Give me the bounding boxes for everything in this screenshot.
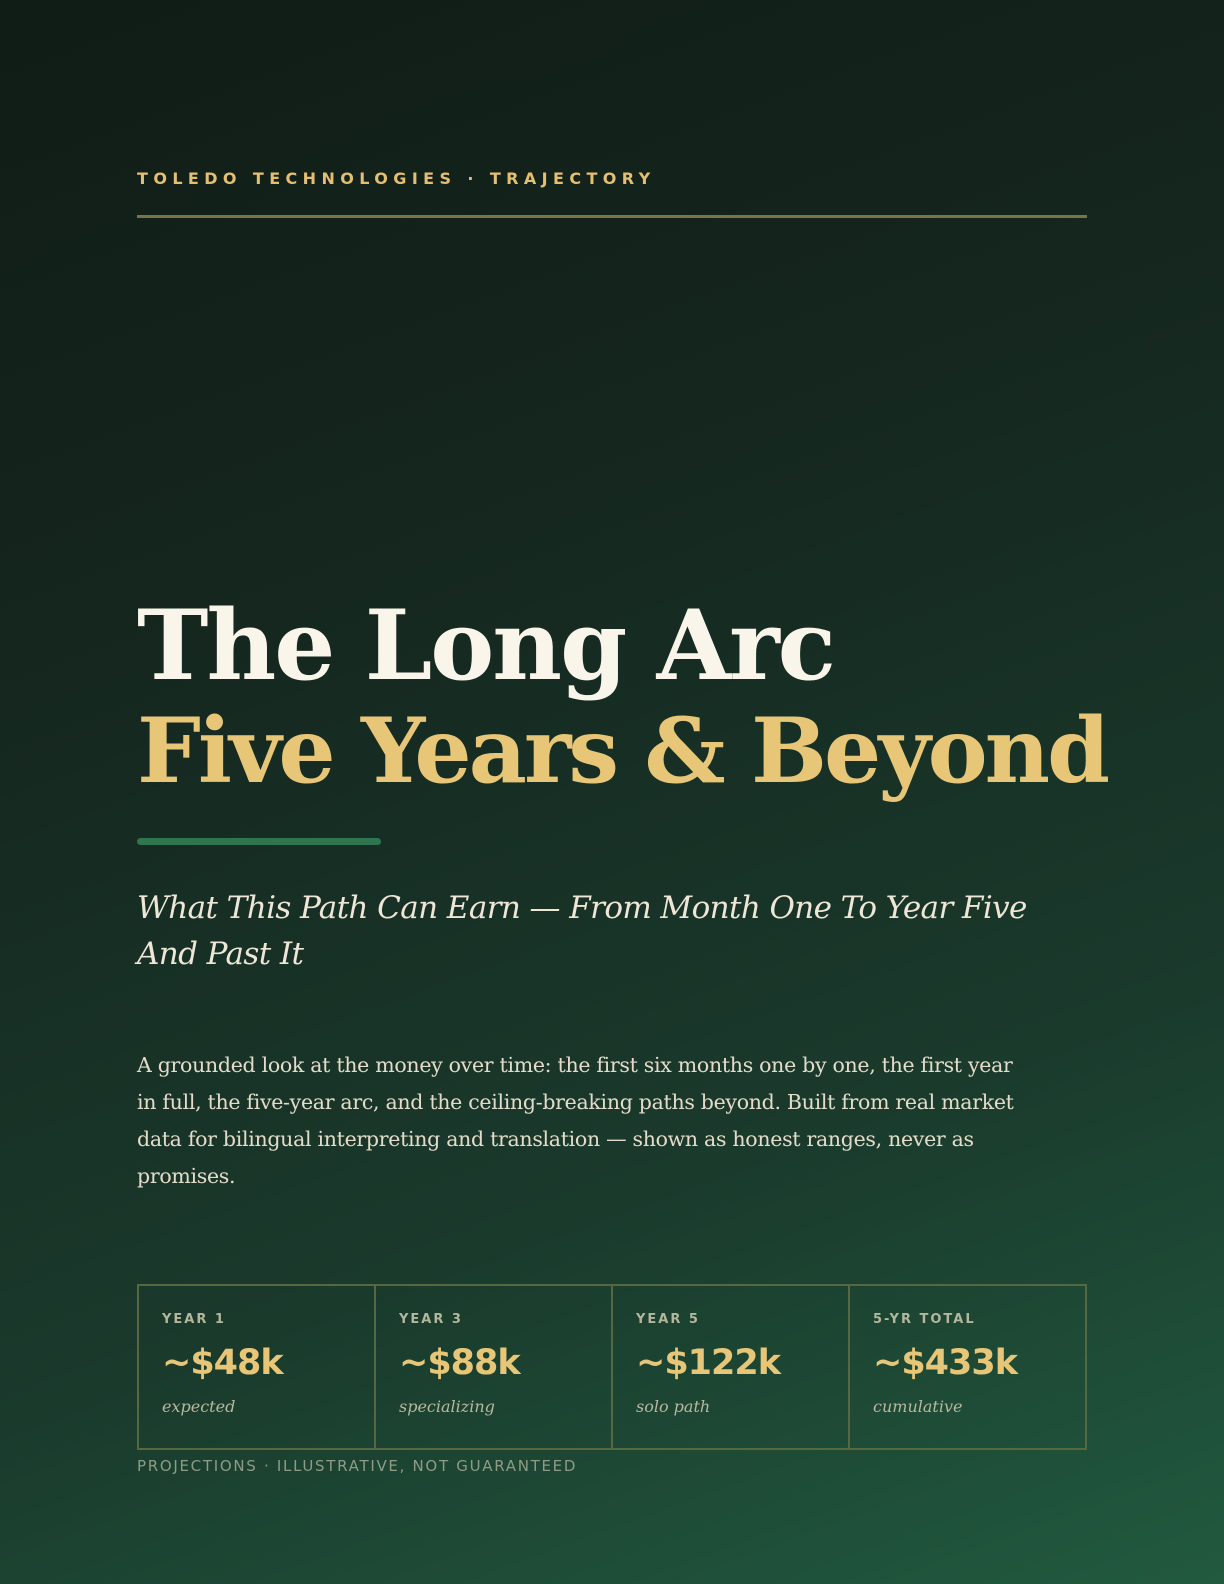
stat-label: 5-YR TOTAL [873,1312,976,1327]
stat-label: YEAR 3 [399,1312,463,1327]
stat-value: ~$48k [162,1343,283,1383]
stats-strip [137,1284,1087,1450]
eyebrow-label: TOLEDO TECHNOLOGIES · TRAJECTORY [137,169,656,188]
page-title: The Long Arc [137,589,835,702]
stat-card-5yr-total [850,1286,1085,1448]
stat-value: ~$122k [636,1343,781,1383]
cover-page [137,0,1108,1584]
page-title-accent: Five Years & Beyond [137,698,1108,804]
header-divider [137,215,1087,218]
stat-value: ~$433k [873,1343,1018,1383]
page-subtitle: What This Path Can Earn — From Month One To Year Five And Past It [137,890,1027,972]
stat-note: expected [162,1397,236,1416]
stat-label: YEAR 1 [162,1312,226,1327]
stat-note: specializing [399,1397,495,1416]
intro-paragraph: A grounded look at the money over time: the first six months one by one, the first year in full, the five-year arc, and the ceiling-breaking paths beyond. Built from real market data for bilingual interpreting and translation — shown as honest ranges, never as promises. [137,1053,1014,1188]
disclaimer-footnote: PROJECTIONS · ILLUSTRATIVE, NOT GUARANTEED [137,1457,578,1475]
stat-value: ~$88k [399,1343,520,1383]
stat-card-year-1 [139,1286,376,1448]
stat-label: YEAR 5 [636,1312,700,1327]
stat-card-year-3 [376,1286,613,1448]
stat-note: cumulative [873,1397,963,1416]
stat-note: solo path [636,1397,711,1416]
stat-card-year-5 [613,1286,850,1448]
title-accent-bar [137,838,381,845]
